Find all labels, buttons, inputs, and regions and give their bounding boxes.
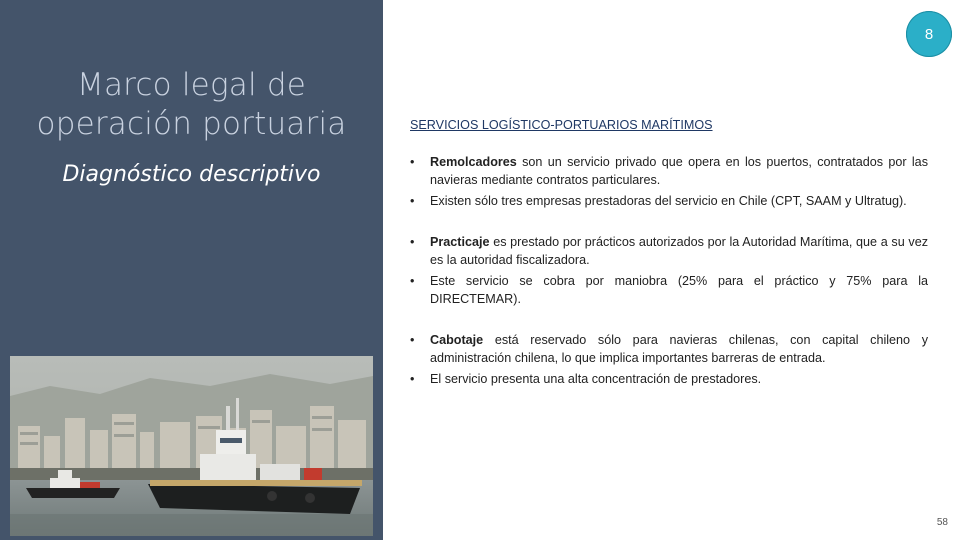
bullet-keyword: Cabotaje <box>430 333 484 347</box>
bullet-item <box>410 192 928 210</box>
title-line-2: operación portuaria <box>36 106 347 142</box>
bullet-item <box>410 233 928 269</box>
bullet-text: Existen sólo tres empresas prestadoras del servicio en Chile (CPT, SAAM y Ultratug). <box>430 194 907 208</box>
harbor-image <box>10 356 373 536</box>
bullet-keyword: Practicaje <box>430 235 490 249</box>
section-heading: SERVICIOS LOGÍSTICO-PORTUARIOS MARÍTIMOS <box>410 118 713 132</box>
bullet-group-practicaje <box>410 233 928 308</box>
bullet-group-cabotaje <box>410 331 928 388</box>
slide-subtitle: Diagnóstico descriptivo <box>62 162 321 187</box>
bullet-text: Este servicio se cobra por maniobra (25% para el práctico y 75% para la DIRECTEMAR). <box>430 274 928 306</box>
bullet-keyword: Remolcadores <box>430 155 517 169</box>
bullet-text: está reservado sólo para navieras chilenas, con capital chileno y administración chilena, lo que implica importantes barreras de entrada. <box>430 333 928 365</box>
title-line-1: Marco legal de <box>77 67 306 103</box>
content-area <box>410 118 928 388</box>
bullet-text: es prestado por prácticos autorizados por la Autoridad Marítima, que a su vez es la autoridad fiscalizadora. <box>430 235 928 267</box>
slide-number-badge: 8 <box>906 11 952 57</box>
bullet-item <box>410 370 928 388</box>
tugboats-harbor-photo <box>10 356 373 536</box>
bullet-group-remolcadores <box>410 153 928 210</box>
slide-title <box>0 66 383 144</box>
bullet-item <box>410 153 928 189</box>
bullet-text: El servicio presenta una alta concentración de prestadores. <box>430 372 762 386</box>
bullet-item <box>410 272 928 308</box>
bullet-text: son un servicio privado que opera en los puertos, contratados por las navieras mediante contratos particulares. <box>430 155 928 187</box>
page-number: 58 <box>936 517 948 528</box>
bullet-item <box>410 331 928 367</box>
sidebar-panel <box>0 0 383 540</box>
